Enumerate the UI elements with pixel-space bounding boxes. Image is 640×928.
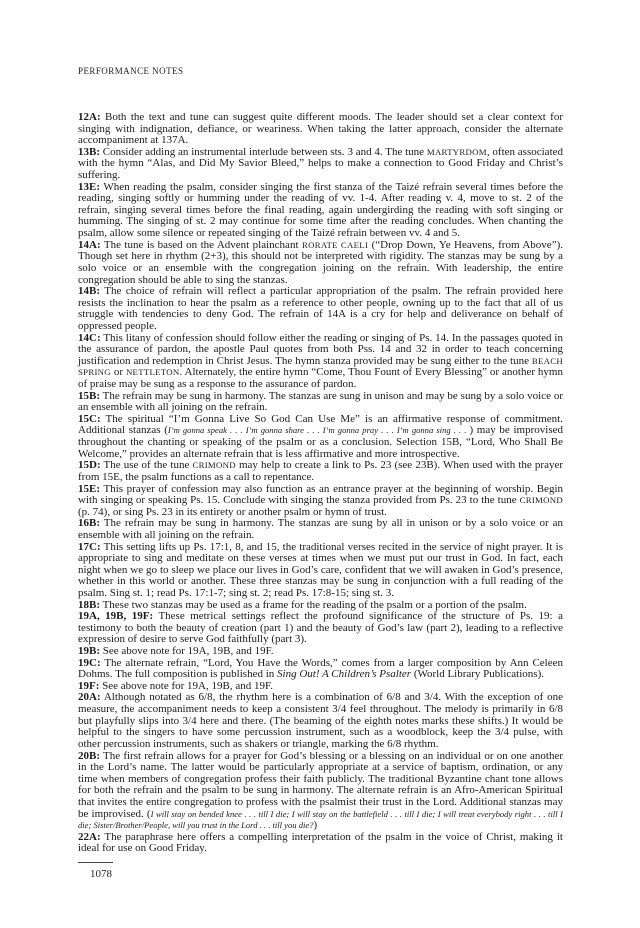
note-text: The use of the tune (103, 459, 193, 472)
note-label: 13E: (78, 180, 100, 193)
note-text: Although notated as 6/8, the rhythm here is a combination of 6/8 and 3/4. With the exception of one measure, the accompaniment needs to keep a consistent 3/4 feel throughout. The melody is primarily in 6/8 but playfully slips into 3/4 here and there. (The beaming of the eighth notes marks these shifts.) It would be helpful to the singers to have some percussion instrument, such as a woodblock, keep the 3/4 pulse, with other percussion instruments, such as shakers or triangle, marking the 6/8 rhythm. (78, 691, 563, 750)
note-text: This prayer of confession may also function as an entrance prayer at the beginning of worship. Begin with singing or speaking Ps. 15. Conclude with singing the stanza provided from Ps. 23 to the tune (78, 482, 563, 507)
note-text: See above note for 19A, 19B, and 19F. (102, 679, 273, 692)
performance-note (78, 692, 563, 750)
performance-note (78, 333, 563, 391)
note-text: (p. 74), or sing Ps. 23 in its entirety or another psalm or hymn of trust. (78, 505, 387, 518)
note-text: ) (313, 819, 318, 832)
note-text: These two stanzas may be used as a frame for the reading of the psalm or a portion of the psalm. (102, 598, 527, 611)
note-text: The spiritual “I’m Gonna Live So God Can Use Me” is an affirmative response of commitment. Additional stanzas ( (78, 412, 563, 437)
tune-name: BEACH SPRING (78, 355, 563, 378)
note-text: (World Library Publications). (411, 668, 544, 681)
note-label: 19B: (78, 645, 100, 658)
footer-rule (78, 862, 113, 863)
note-text: . Alternately, the entire hymn “Come, Thou Fount of Every Blessing” or another hymn of praise may be sung as a response to the assurance of pardon. (78, 366, 563, 391)
note-label: 15D: (78, 459, 101, 472)
note-text: The choice of refrain will reflect a particular appropriation of the psalm. The refrain provided here resists the inclination to hear the psalm as a reference to other people, owning up to the fact that all of us struggle with tendencies to deny God. The refrain of 14A is a cry for help and deliverance on behalf of oppressed people. (78, 285, 563, 332)
book-title: Sing Out! A Children’s Psalter (277, 668, 412, 681)
note-label: 14B: (78, 285, 100, 298)
performance-notes-list (78, 112, 563, 855)
note-text: Consider adding an instrumental interlude between sts. 3 and 4. The tune (102, 145, 427, 158)
note-text: These metrical settings reflect the profound significance of the structure of Ps. 19: a testimony to both the beauty of creation (part 1) and the beauty of God’s law (part 2), leading to a reflective expression of desire to serve God faithfully (part 3). (78, 610, 563, 646)
notes-column (78, 112, 563, 880)
performance-note (78, 611, 563, 646)
note-label: 12A: (78, 111, 101, 123)
note-text: The paraphrase here offers a compelling interpretation of the psalm in the voice of Christ, making it ideal for use on Good Friday. (78, 830, 563, 855)
note-label: 18B: (78, 598, 100, 611)
performance-note (78, 147, 563, 182)
performance-note (78, 832, 563, 855)
note-label: 15E: (78, 482, 100, 495)
note-label: 15B: (78, 389, 100, 402)
performance-note (78, 112, 563, 147)
note-label: 15C: (78, 412, 101, 425)
performance-note (78, 658, 563, 681)
note-text: Both the text and tune can suggest quite different moods. The leader should set a clear context for singing with indignation, defiance, or weariness. When taking the latter approach, consider the alternate accompaniment at 137A. (78, 111, 564, 147)
performance-note (78, 484, 563, 519)
page-footer (78, 862, 563, 880)
note-label: 20A: (78, 691, 101, 704)
page-number: 1078 (90, 868, 112, 880)
note-text: This setting lifts up Ps. 17:1, 8, and 15, the traditional verses recited in the service of night prayer. It is appropriate to sing and meditate on these verses at times when we must put our trust in God. In fact, each night when we go to sleep we place our lives in God’s care, confident that we will awaken in God’s presence, whether in this world or another. These three stanzas may be sung in conjunction with a full reading of the psalm. Sing st. 1; read Ps. 17:1-7; sing st. 2; read Ps. 17:8-15; sing st. 3. (78, 540, 563, 599)
note-text: (“Drop Down, Ye Heavens, from Above”). Though set here in rhythm (2+3), this should not be interpreted with rigidity. The stanzas may be sung by a solo voice or an ensemble with the congregation joining on the refrain. With leadership, the entire congregation should be able to sing the stanzas. (78, 238, 563, 286)
performance-note (78, 240, 563, 286)
note-text: This litany of confession should follow either the reading or singing of Ps. 14. In the passages quoted in the assurance of pardon, the apostle Paul quotes from both Pss. 14 and 32 in order to teach concerning justification and redemption in Christ Jesus. The hymn stanza provided may be sung either to the tune (78, 331, 563, 367)
performance-note (78, 286, 563, 332)
note-text: or (110, 366, 126, 379)
note-text: may help to create a link to Ps. 23 (see 23B). When used with the prayer from 15E, the psalm functions as a call to repentance. (78, 459, 563, 483)
stanza-examples: I’m gonna speak . . . I’m gonna share . . . I’m gonna pray . . . I’m gonna sing . . . (167, 425, 470, 436)
running-head: PERFORMANCE NOTES (78, 66, 184, 76)
note-text: See above note for 19A, 19B, and 19F. (102, 645, 274, 658)
note-text: The refrain may be sung in harmony. The stanzas are sung by all in unison or by a solo voice or an ensemble with all joining on the refrain. (78, 517, 563, 541)
note-text: When reading the psalm, consider singing the first stanza of the Taizé refrain several times before the reading, singing softly or humming under the reading of vv. 1-4. After reading v. 4, move to st. 2 of the refrain, singing several times before the final reading, again undergirding the reading with soft singing or humming. The singing of st. 2 may continue for some time after the reading concludes. When chanting the psalm, allow some silence or repeated singing of the Taizé refrain between vv. 4 and 5. (78, 180, 563, 240)
note-text: The tune is based on the Advent plainchant (103, 238, 302, 251)
note-text: , often associated with the hymn “Alas, and Did My Savior Bleed,” helps to make a connection to Good Friday and Christ’s suffering. (78, 145, 564, 182)
performance-note (78, 542, 563, 600)
note-label: 19F: (78, 679, 100, 692)
note-text: The refrain may be sung in harmony. The stanzas are sung in unison and may be sung by a solo voice or an ensemble with all joining on the refrain. (78, 389, 563, 414)
tune-name: CRIMOND (519, 495, 563, 506)
note-text: ) may be improvised throughout the chanting or speaking of the psalm or as a conclusion. Selection 15B, “Lord, Who Shall Be Welcome,” provides an alternate refrain that is less affirmative and more introspective. (78, 424, 563, 460)
note-label: 13B: (78, 145, 100, 158)
note-label: 22A: (78, 830, 101, 843)
stanza-examples: I will stay on bended knee . . . till I die; I will stay on the battlefield . . . till I die; I will treat everybody right . . . till I die; Sister/Brother/People, will you trust in the Lord . . . till you die? (78, 808, 563, 831)
note-label: 16B: (78, 517, 100, 530)
performance-note (78, 182, 563, 240)
note-label: 14A: (78, 238, 101, 251)
tune-name: MARTYRDOM (426, 146, 487, 157)
note-label: 17C: (78, 540, 101, 553)
note-label: 14C: (78, 331, 101, 344)
tune-name: RORATE CAELI (301, 239, 369, 250)
note-label: 19C: (78, 656, 101, 669)
performance-note (78, 751, 563, 832)
note-label: 19A, 19B, 19F: (78, 610, 154, 623)
tune-name: CRIMOND (192, 460, 236, 471)
performance-note (78, 391, 563, 414)
performance-note (78, 460, 563, 483)
performance-note (78, 414, 563, 460)
note-text: The first refrain allows for a prayer for God’s blessing or a blessing on an individual or on one another in the Lord’s name. The latter would be particularly appropriate at a service of baptism, ordination, or any time when members of congregation profess their faith publicly. The traditional Byzantine chant tone allows for both the refrain and the psalm to be sung in harmony. The alternate refrain is an Afro-American Spiritual that invites the entire congregation to profess with the psalmist their trust in the Lord. Additional stanzas may be improvised. ( (78, 749, 563, 820)
tune-name: NETTLETON (125, 367, 180, 378)
note-label: 20B: (78, 749, 100, 762)
performance-note (78, 518, 563, 541)
note-text: The alternate refrain, “Lord, You Have the Words,” comes from a larger composition by Ann Celeen Dohms. The full composition is published in (78, 656, 563, 681)
